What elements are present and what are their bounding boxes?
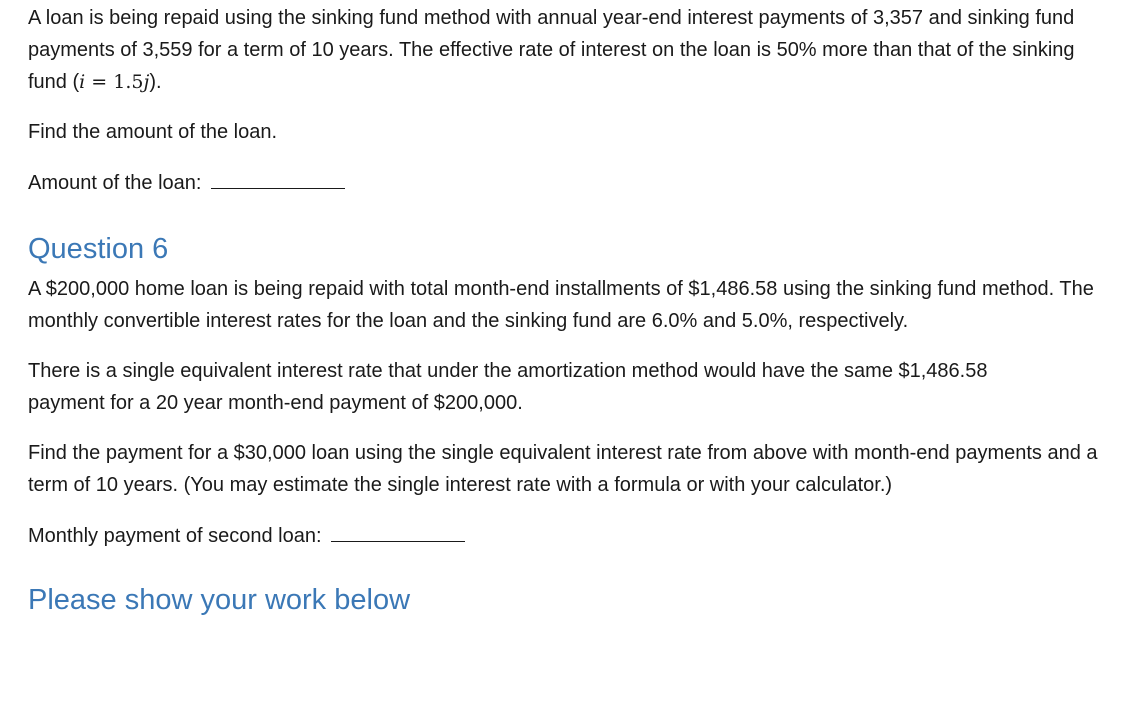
question6-answer-row — [28, 519, 1128, 552]
question5-find: Find the amount of the loan. — [28, 121, 278, 143]
work-heading: Please show your work below — [28, 584, 411, 616]
formula-var-j: j — [143, 71, 150, 93]
question6-paragraph1: A $200,000 home loan is being repaid with total month-end installments of $1,486.58 using the sinking fund method. The monthly convertible interest rates for the loan and the sinking fund are 6.0% and 5.0%, respectively. — [28, 278, 1094, 332]
question5-paragraph-end: ). — [149, 71, 162, 93]
question5-paragraph-text: A loan is being repaid using the sinking fund method with annual year-end interest payments of 3,357 and sinking fund payments of 3,559 for a term of 10 years. The effective rate of interest on the loan is 50% more than that of the sinking fund ( — [28, 7, 1075, 93]
document-page — [28, 0, 1128, 618]
formula-var-i: i — [79, 71, 86, 93]
question6-heading: Question 6 — [28, 233, 169, 265]
question6-answer-label: Monthly payment of second loan: — [28, 525, 322, 547]
question5-answer-row — [28, 166, 1128, 199]
formula-equals: = 1.5 — [85, 71, 144, 93]
question5-formula — [79, 71, 149, 93]
question6-paragraph2: There is a single equivalent interest rate that under the amortization method would have the same $1,486.58 payment for a 20 year month-end payment of $200,000. — [28, 360, 988, 414]
question5-answer-blank[interactable] — [211, 166, 345, 189]
question5-paragraph — [28, 2, 1098, 98]
question5-answer-label: Amount of the loan: — [28, 172, 202, 194]
question6-paragraph3: Find the payment for a $30,000 loan using the single equivalent interest rate from above with month-end payments and a term of 10 years. (You may estimate the single interest rate with a formula or with your calculator.) — [28, 442, 1098, 496]
question6-answer-blank[interactable] — [331, 519, 465, 542]
